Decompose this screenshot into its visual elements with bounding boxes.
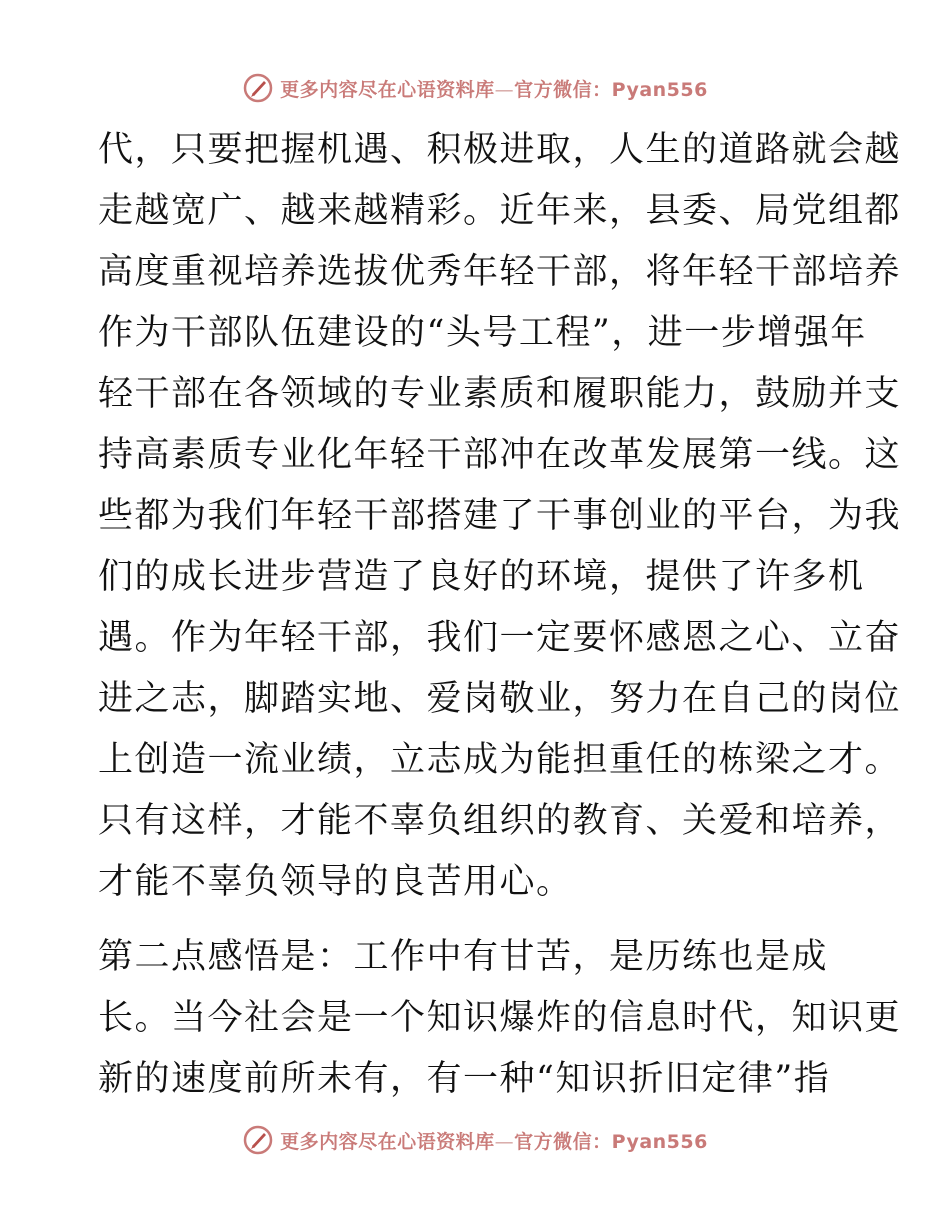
text-line: 走越宽广、越来越精彩。近年来，县委、局党组都	[98, 191, 902, 231]
watermark-wechat-label: 官方微信：	[514, 78, 612, 101]
footer-watermark	[0, 1124, 950, 1156]
text-line: 遇。作为年轻干部，我们一定要怀感恩之心、立奋	[98, 618, 902, 658]
watermark-text	[280, 1127, 708, 1154]
watermark-brand: 更多内容尽在心语资料库	[280, 1130, 495, 1153]
text-line: 上创造一流业绩，立志成为能担重任的栋梁之才。	[98, 740, 902, 780]
document-body	[98, 120, 902, 1110]
paragraph-1	[98, 120, 902, 913]
text-line: 第二点感悟是：工作中有甘苦，是历练也是成	[98, 937, 829, 977]
text-line: 持高素质专业化年轻干部冲在改革发展第一线。这	[98, 435, 902, 475]
text-line: 只有这样，才能不辜负组织的教育、关爱和培养，	[98, 801, 902, 841]
text-line: 们的成长进步营造了良好的环境，提供了许多机	[98, 557, 865, 597]
text-line: 新的速度前所未有，有一种“知识折旧定律”指	[98, 1059, 831, 1099]
watermark-wechat-label: 官方微信：	[514, 1130, 612, 1153]
watermark-wechat-id: Pyan556	[611, 1130, 708, 1153]
text-line: 轻干部在各领域的专业素质和履职能力，鼓励并支	[98, 374, 902, 414]
quill-circle-icon	[242, 72, 274, 104]
paragraph-2	[98, 927, 902, 1110]
paragraph-gap	[98, 913, 852, 927]
text-line: 代，只要把握机遇、积极进取，人生的道路就会越	[98, 130, 902, 170]
header-watermark	[0, 72, 950, 104]
watermark-separator: —	[494, 78, 515, 101]
text-line: 高度重视培养选拔优秀年轻干部，将年轻干部培养	[98, 252, 902, 292]
watermark-separator: —	[494, 1130, 515, 1153]
text-line: 些都为我们年轻干部搭建了干事创业的平台，为我	[98, 496, 902, 536]
watermark-wechat-id: Pyan556	[611, 78, 708, 101]
watermark-text	[280, 75, 708, 102]
watermark-brand: 更多内容尽在心语资料库	[280, 78, 495, 101]
text-line: 进之志，脚踏实地、爱岗敬业，努力在自己的岗位	[98, 679, 902, 719]
quill-circle-icon	[242, 1124, 274, 1156]
text-line: 作为干部队伍建设的“头号工程”，进一步增强年	[98, 313, 867, 353]
text-line: 长。当今社会是一个知识爆炸的信息时代，知识更	[98, 998, 902, 1038]
text-line: 才能不辜负领导的良苦用心。	[98, 862, 573, 902]
